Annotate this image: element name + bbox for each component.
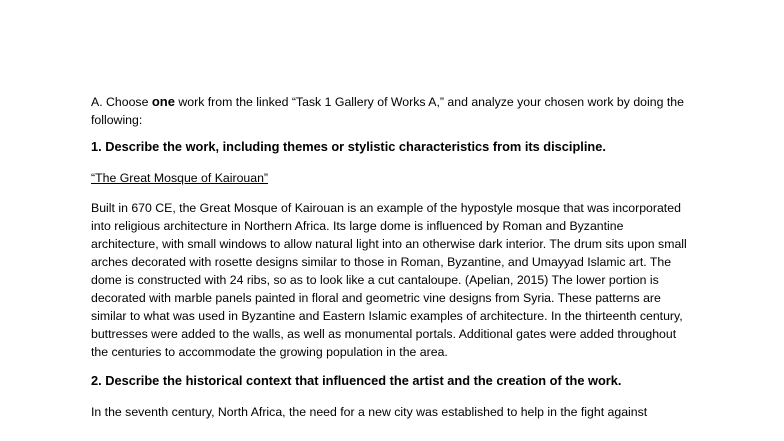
section-1-body: Built in 670 CE, the Great Mosque of Kairouan is an example of the hypostyle mosque that was incorporated into religious architecture in Northern Africa. Its large dome is influenced by Roman and Byzantine architecture, with small windows to allow natural light into an otherwise dark interior. The drum sits upon small arches decorated with rosette designs similar to those in Roman, Byzantine, and Umayyad Islamic art. The dome is constructed with 24 ribs, so as to look like a cut cantaloupe. (Apelian, 2015) The lower portion is decorated with marble panels painted in floral and geometric vine designs from Syria. These patterns are similar to what was used in Byzantine and Eastern Islamic examples of architecture. In the thirteenth century, buttresses were added to the walls, as well as monumental portals. Additional gates were added throughout the centuries to accommodate the growing population in the area. [91, 201, 687, 359]
prompt-emphasis: one [151, 94, 175, 109]
work-title: “The Great Mosque of Kairouan” [91, 171, 269, 185]
section-2-body: In the seventh century, North Africa, the need for a new city was established to help in the fight against [91, 405, 648, 419]
section-1-heading: 1. Describe the work, including themes or stylistic characteristics from its discipline. [91, 139, 606, 154]
prompt-suffix: work from the linked “Task 1 Gallery of Works A,” and analyze your chosen work by doing the following: [91, 95, 684, 127]
prompt-prefix: A. Choose [91, 95, 152, 109]
assignment-prompt [91, 93, 691, 129]
section-2-heading: 2. Describe the historical context that influenced the artist and the creation of the work. [91, 373, 622, 388]
document-body [91, 93, 691, 421]
